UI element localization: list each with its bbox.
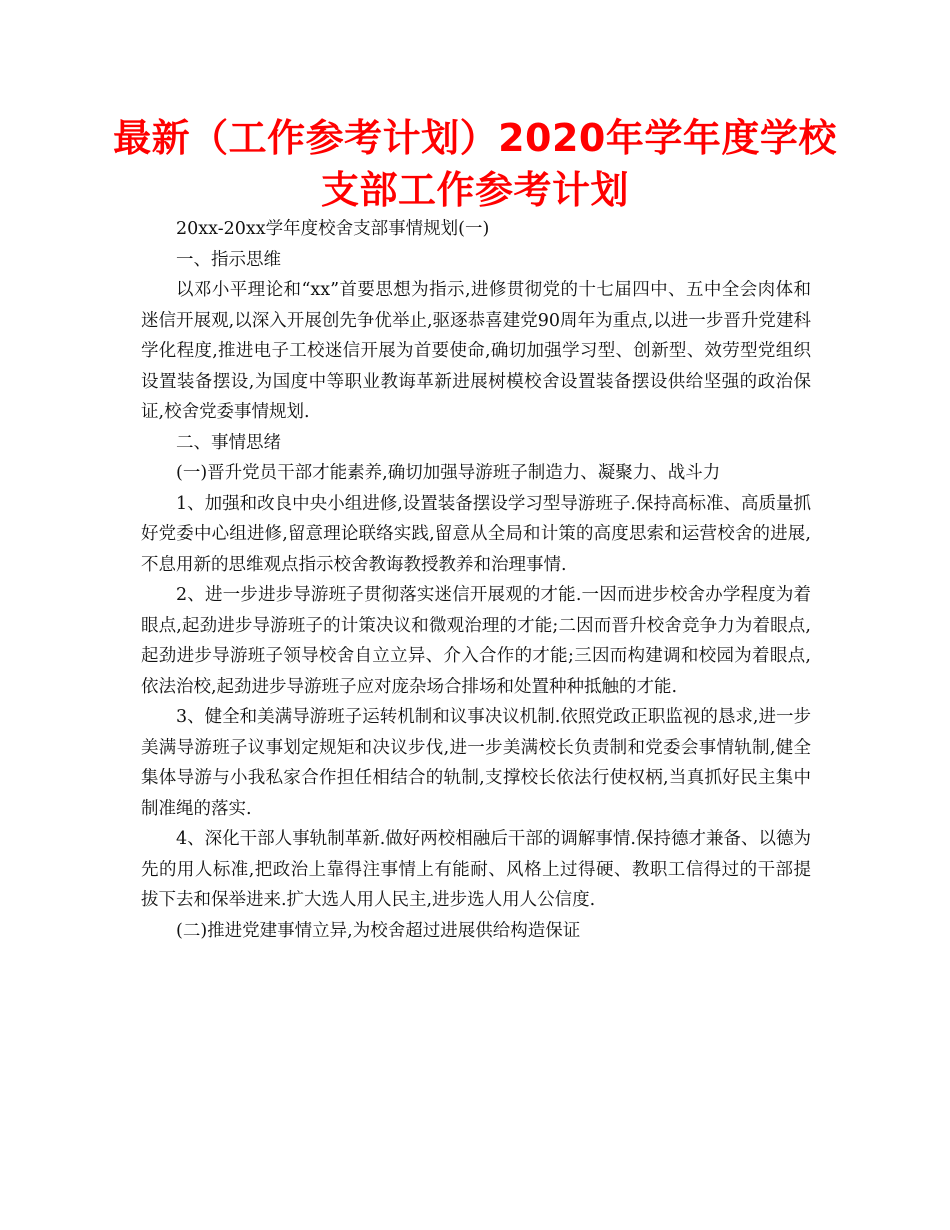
section-heading-work-ideas: 二、事情思绪 <box>176 432 281 453</box>
plan-heading-paragraph: 20xx-20xx学年度校舍支部事情规划(一) <box>176 219 490 239</box>
section-heading-guiding-thought: 一、指示思维 <box>176 249 281 270</box>
body-paragraph: 4、深化干部人事轨制革新.做好两校相融后干部的调解事情.保持德才兼备、以德为先的用人标准,把政治上靠得注事情上有能耐、风格上过得硬、教职工信得过的干部提拔下去和保举进来.扩大选人用人民主,进步选人用人公信度. <box>141 829 811 910</box>
subsection-heading: (二)推进党建事情立异,为校舍超过进展供给构造保证 <box>176 920 581 941</box>
body-paragraph: 1、加强和改良中央小组进修,设置装备摆设学习型导游班子.保持高标准、高质量抓好党委中心组进修,留意理论联络实践,留意从全局和计策的高度思索和运营校舍的进展,不息用新的思维观点指示校舍教诲教授教养和治理事情. <box>141 493 811 575</box>
document-body <box>141 214 811 946</box>
body-paragraph: 3、健全和美满导游班子运转机制和议事决议机制.依照党政正职监视的恳求,进一步美满导游班子议事划定规矩和决议步伐,进一步美满校长负责制和党委会事情轨制,健全集体导游与小我私家合作担任相结合的轨制,支撑校长依法行使权柄,当真抓好民主集中制准绳的落实. <box>141 707 811 819</box>
document-title: 最新（工作参考计划）2020年学年度学校支部工作参考计划 <box>113 116 837 212</box>
body-paragraph: 以邓小平理论和“xx”首要思想为指示,进修贯彻党的十七届四中、五中全会肉体和迷信开展观,以深入开展创先争优举止,驱逐恭喜建党90周年为重点,以进一步晋升党建科学化程度,推进电子工校迷信开展为首要使命,确切加强学习型、创新型、效劳型党组织设置装备摆设,为国度中等职业教诲革新进展树模校舍设置装备摆设供给坚强的政治保证,校舍党委事情规划. <box>141 280 811 422</box>
subsection-heading: (一)晋升党员干部才能素养,确切加强导游班子制造力、凝聚力、战斗力 <box>176 463 721 483</box>
body-paragraph: 2、进一步进步导游班子贯彻落实迷信开展观的才能.一因而进步校舍办学程度为着眼点,起劲进步导游班子的计策决议和微观治理的才能;二因而晋升校舍竞争力为着眼点,起劲进步导游班子领导校舍自立立异、介入合作的才能;三因而构建调和校园为着眼点,依法治校,起劲进步导游班子应对庞杂场合排场和处置种种抵触的才能. <box>141 585 811 697</box>
